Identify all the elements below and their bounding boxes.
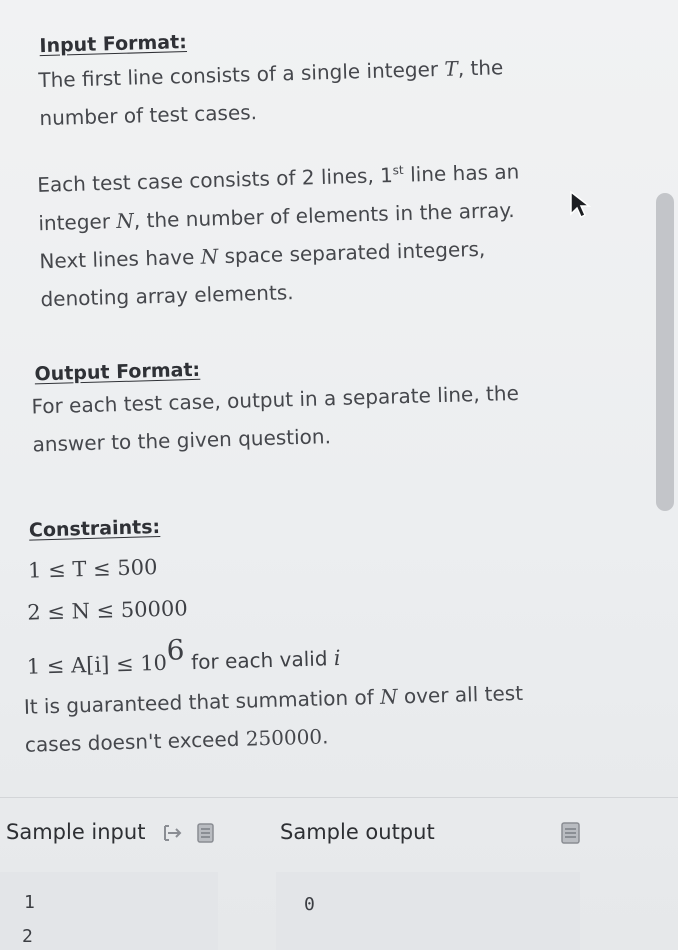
test-case-line-3: Next lines have N space separated integers, <box>39 236 486 273</box>
arrow-into-box-icon[interactable] <box>162 823 184 847</box>
test-case-line-2: integer N, the number of elements in the array. <box>38 197 515 235</box>
sample-header <box>0 800 678 866</box>
sample-output-title: Sample output <box>280 820 435 844</box>
constraints-heading: Constraints: <box>28 515 161 542</box>
copy-icon[interactable] <box>560 820 582 850</box>
input-format-line-2: number of test cases. <box>39 100 258 131</box>
section-divider <box>0 797 678 798</box>
output-format-line-2: answer to the given question. <box>32 424 332 457</box>
constraint-a: 1 ≤ A[i] ≤ 106 for each valid i <box>26 633 341 679</box>
constraint-t: 1 ≤ T ≤ 500 <box>27 555 158 583</box>
copy-icon[interactable] <box>196 821 216 849</box>
input-format-text <box>38 46 600 138</box>
sample-output-box[interactable] <box>276 872 580 950</box>
summation-note-line-1: It is guaranteed that summation of N over all test <box>23 680 524 719</box>
constraint-n: 2 ≤ N ≤ 50000 <box>26 596 188 625</box>
test-case-line-4: denoting array elements. <box>40 279 294 311</box>
summation-note <box>23 671 625 764</box>
sample-output-line-1: 0 <box>304 894 315 915</box>
scrollbar-thumb[interactable] <box>656 193 674 511</box>
mouse-cursor-icon <box>568 190 594 224</box>
output-format-heading: Output Format: <box>34 358 201 386</box>
sample-input-line-2: 2 <box>22 926 33 947</box>
input-format-heading: Input Format: <box>39 31 188 58</box>
test-case-description <box>37 146 601 318</box>
output-format-text <box>31 372 593 464</box>
input-format-line-1: The first line consists of a single integer T, the <box>38 55 504 93</box>
sample-input-box[interactable] <box>0 872 218 950</box>
output-format-line-1: For each test case, output in a separate line, the <box>31 380 520 419</box>
sample-input-line-1: 1 <box>24 892 35 913</box>
sample-input-title: Sample input <box>6 820 146 844</box>
test-case-line-1: Each test case consists of 2 lines, 1st line has an <box>36 159 520 197</box>
summation-note-line-2: cases doesn't exceed 250000. <box>24 724 329 757</box>
